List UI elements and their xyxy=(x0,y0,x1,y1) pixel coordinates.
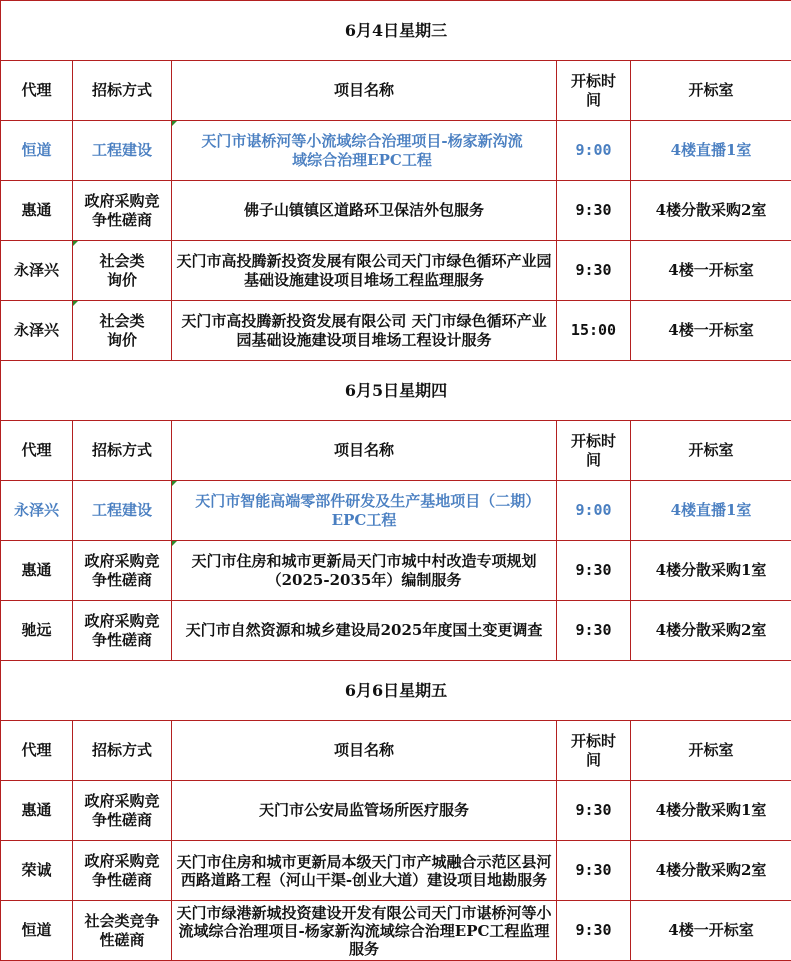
cell-project: 天门市绿港新城投资建设开发有限公司天门市谌桥河等小流域综合治理项目-杨家新沟流域综合治理EPC工程监理服务 xyxy=(172,901,557,961)
header-method: 招标方式 xyxy=(73,721,172,781)
cell-time: 9:00 xyxy=(557,121,631,181)
cell-project: 天门市高投腾新投资发展有限公司 天门市绿色循环产业园基础设施建设项目堆场工程设计服务 xyxy=(172,301,557,361)
day-title: 6月4日星期三 xyxy=(1,1,791,61)
cell-method: 社会类竞争性磋商 xyxy=(73,901,172,961)
cell-project: 佛子山镇镇区道路环卫保洁外包服务 xyxy=(172,181,557,241)
cell-agent: 永泽兴 xyxy=(1,481,73,541)
cell-method: 政府采购竞争性磋商 xyxy=(73,601,172,661)
cell-agent: 永泽兴 xyxy=(1,241,73,301)
header-method: 招标方式 xyxy=(73,421,172,481)
header-time: 开标时间 xyxy=(557,421,631,481)
day-title-row xyxy=(1,361,791,421)
cell-project: 天门市高投腾新投资发展有限公司天门市绿色循环产业园基础设施建设项目堆场工程监理服务 xyxy=(172,241,557,301)
header-agent: 代理 xyxy=(1,61,73,121)
schedule-body xyxy=(1,1,791,961)
cell-method: 政府采购竞争性磋商 xyxy=(73,841,172,901)
table-row xyxy=(1,601,791,661)
cell-project: 天门市谌桥河等小流域综合治理项目-杨家新沟流域综合治理EPC工程 xyxy=(172,121,557,181)
cell-agent: 驰远 xyxy=(1,601,73,661)
cell-project: 天门市住房和城市更新局天门市城中村改造专项规划（2025-2035年）编制服务 xyxy=(172,541,557,601)
cell-agent: 惠通 xyxy=(1,541,73,601)
header-room: 开标室 xyxy=(631,421,791,481)
cell-method: 社会类询价 xyxy=(73,301,172,361)
cell-room: 4楼分散采购1室 xyxy=(631,541,791,601)
day-title-row xyxy=(1,1,791,61)
cell-time: 9:30 xyxy=(557,841,631,901)
cell-room: 4楼一开标室 xyxy=(631,241,791,301)
header-project: 项目名称 xyxy=(172,61,557,121)
cell-room: 4楼一开标室 xyxy=(631,301,791,361)
table-row xyxy=(1,781,791,841)
header-time: 开标时间 xyxy=(557,721,631,781)
cell-room: 4楼分散采购2室 xyxy=(631,181,791,241)
table-row xyxy=(1,541,791,601)
header-project: 项目名称 xyxy=(172,421,557,481)
header-agent: 代理 xyxy=(1,421,73,481)
header-row xyxy=(1,61,791,121)
cell-time: 9:30 xyxy=(557,601,631,661)
day-title-row xyxy=(1,661,791,721)
header-method: 招标方式 xyxy=(73,61,172,121)
cell-time: 9:30 xyxy=(557,781,631,841)
cell-room: 4楼分散采购2室 xyxy=(631,601,791,661)
table-row xyxy=(1,121,791,181)
cell-method: 社会类询价 xyxy=(73,241,172,301)
header-row xyxy=(1,721,791,781)
cell-room: 4楼直播1室 xyxy=(631,481,791,541)
header-row xyxy=(1,421,791,481)
header-project: 项目名称 xyxy=(172,721,557,781)
cell-method: 政府采购竞争性磋商 xyxy=(73,541,172,601)
table-row xyxy=(1,841,791,901)
cell-room: 4楼分散采购1室 xyxy=(631,781,791,841)
cell-time: 9:30 xyxy=(557,181,631,241)
cell-project: 天门市自然资源和城乡建设局2025年度国土变更调查 xyxy=(172,601,557,661)
cell-agent: 荣诚 xyxy=(1,841,73,901)
table-row xyxy=(1,241,791,301)
cell-method: 工程建设 xyxy=(73,121,172,181)
cell-agent: 永泽兴 xyxy=(1,301,73,361)
header-agent: 代理 xyxy=(1,721,73,781)
day-title: 6月6日星期五 xyxy=(1,661,791,721)
table-row xyxy=(1,301,791,361)
cell-room: 4楼分散采购2室 xyxy=(631,841,791,901)
cell-method: 工程建设 xyxy=(73,481,172,541)
header-time: 开标时间 xyxy=(557,61,631,121)
cell-agent: 惠通 xyxy=(1,781,73,841)
cell-project: 天门市住房和城市更新局本级天门市产城融合示范区县河西路道路工程（河山干渠-创业大道）建设项目地勘服务 xyxy=(172,841,557,901)
cell-time: 15:00 xyxy=(557,301,631,361)
header-room: 开标室 xyxy=(631,61,791,121)
table-row xyxy=(1,901,791,961)
table-row xyxy=(1,181,791,241)
cell-time: 9:30 xyxy=(557,901,631,961)
cell-project: 天门市公安局监管场所医疗服务 xyxy=(172,781,557,841)
cell-agent: 恒道 xyxy=(1,901,73,961)
cell-agent: 恒道 xyxy=(1,121,73,181)
cell-method: 政府采购竞争性磋商 xyxy=(73,781,172,841)
cell-project: 天门市智能高端零部件研发及生产基地项目（二期）EPC工程 xyxy=(172,481,557,541)
cell-time: 9:00 xyxy=(557,481,631,541)
cell-agent: 惠通 xyxy=(1,181,73,241)
cell-method: 政府采购竞争性磋商 xyxy=(73,181,172,241)
header-room: 开标室 xyxy=(631,721,791,781)
cell-room: 4楼一开标室 xyxy=(631,901,791,961)
day-title: 6月5日星期四 xyxy=(1,361,791,421)
cell-time: 9:30 xyxy=(557,241,631,301)
cell-room: 4楼直播1室 xyxy=(631,121,791,181)
cell-time: 9:30 xyxy=(557,541,631,601)
table-row xyxy=(1,481,791,541)
